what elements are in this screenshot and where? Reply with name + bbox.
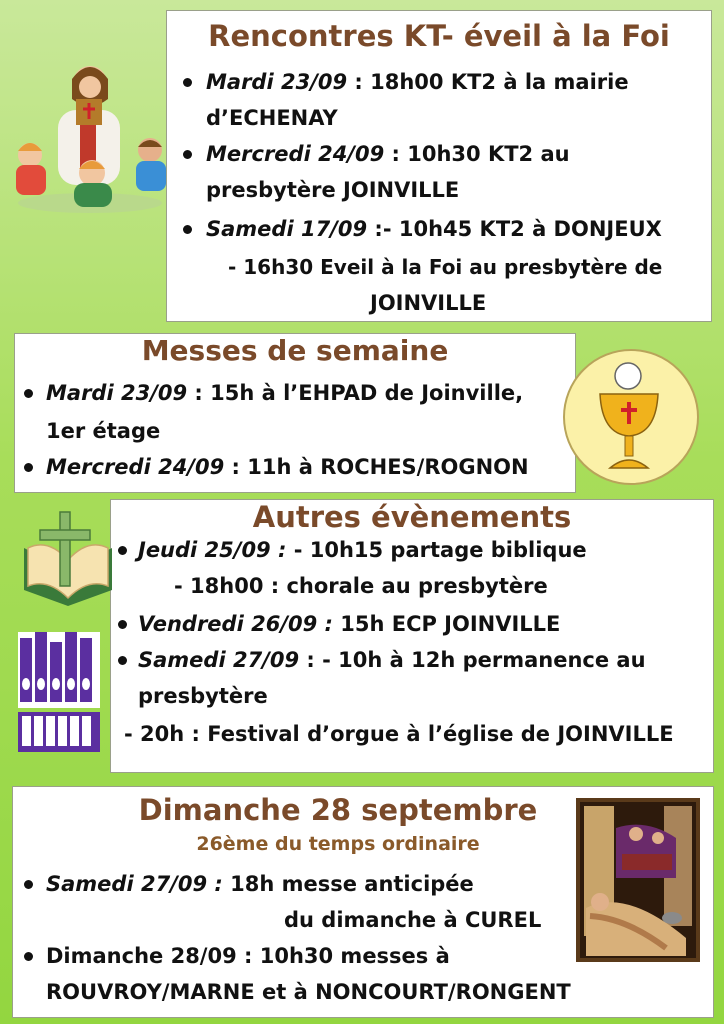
autres-bullet	[118, 620, 127, 629]
autres-item-1-sep	[286, 538, 293, 562]
religious-painting	[576, 798, 700, 962]
autres-item-3-text: - 10h à 12h permanence au	[322, 648, 646, 672]
messes-item-2	[46, 450, 529, 484]
kt-bullet	[183, 150, 192, 159]
kt-item-1-text: 18h00 KT2 à la mairie	[370, 70, 629, 94]
dimanche-item-1-cont: du dimanche à CUREL	[284, 908, 542, 932]
kt-bullet	[183, 78, 192, 87]
kt-item-1-day: Mardi 23/09	[206, 70, 348, 94]
dimanche-subtitle: 26ème du temps ordinaire	[196, 833, 480, 855]
autres-item-1-cont: - 18h00 : chorale au presbytère	[174, 574, 548, 598]
kt-title: Rencontres KT- éveil à la Foi	[208, 19, 670, 53]
kt-item-3-cont2: JOINVILLE	[370, 291, 487, 315]
kt-item-2-sep: :	[384, 142, 408, 166]
autres-item-1-day: Jeudi 25/09 :	[138, 538, 287, 562]
messes-item-2-text: 11h à ROCHES/ROGNON	[247, 455, 529, 479]
autres-item-2-text: 15h ECP JOINVILLE	[340, 612, 561, 636]
messes-title: Messes de semaine	[141, 334, 449, 367]
bible-cross-icon	[20, 508, 116, 608]
autres-item-3-cont: presbytère	[138, 684, 268, 708]
kt-item-1-sep: :	[347, 70, 371, 94]
autres-item-1-text: - 10h15 partage biblique	[293, 538, 587, 562]
messes-item-1-sep: :	[187, 381, 211, 405]
kt-item-1	[206, 65, 629, 99]
kt-item-3-sep: :	[367, 217, 383, 241]
dimanche-item-1-day: Samedi 27/09 :	[46, 872, 223, 896]
kt-item-2-day: Mercredi 24/09	[206, 142, 385, 166]
organ-icon	[18, 632, 100, 752]
dimanche-item-2-cont: ROUVROY/MARNE et à NONCOURT/RONGENT	[46, 980, 571, 1004]
dimanche-item-1	[46, 867, 474, 901]
autres-title: Autres évènements	[252, 500, 572, 534]
autres-item-3	[138, 643, 646, 677]
dimanche-item-1-sep	[223, 872, 230, 896]
kt-item-3	[206, 212, 662, 246]
kt-item-3-text: - 10h45 KT2 à DONJEUX	[382, 217, 662, 241]
jesus-children-illustration	[10, 55, 170, 215]
messes-item-1-day: Mardi 23/09	[46, 381, 188, 405]
autres-item-3-cont2: - 20h : Festival d’orgue à l’église de JOINVILLE	[124, 722, 674, 746]
autres-item-2-day: Vendredi 26/09 :	[138, 612, 333, 636]
messes-item-1-text: 15h à l’EHPAD de Joinville,	[210, 381, 524, 405]
messes-bullet	[24, 389, 33, 398]
dimanche-bullet	[24, 880, 33, 889]
kt-item-3-cont: - 16h30 Eveil à la Foi au presbytère de	[228, 255, 663, 279]
dimanche-item-2: Dimanche 28/09 : 10h30 messes à	[46, 944, 450, 968]
messes-bullet	[24, 463, 33, 472]
dimanche-title: Dimanche 28 septembre	[138, 793, 538, 827]
messes-item-2-day: Mercredi 24/09	[46, 455, 225, 479]
autres-item-2	[138, 607, 560, 641]
messes-item-2-sep: :	[224, 455, 248, 479]
autres-item-1	[138, 533, 587, 567]
kt-item-1-cont: d’ECHENAY	[206, 106, 338, 130]
dimanche-item-1-text: 18h messe anticipée	[230, 872, 474, 896]
kt-item-2-cont: presbytère JOINVILLE	[206, 178, 460, 202]
autres-bullet	[118, 546, 127, 555]
autres-item-3-sep: :	[299, 648, 323, 672]
autres-bullet	[118, 656, 127, 665]
kt-item-3-day: Samedi 17/09	[206, 217, 368, 241]
kt-item-2-text: 10h30 KT2 au	[407, 142, 570, 166]
messes-item-1-cont: 1er étage	[46, 419, 161, 443]
dimanche-bullet	[24, 952, 33, 961]
kt-item-2	[206, 137, 570, 171]
autres-item-3-day: Samedi 27/09	[138, 648, 300, 672]
messes-item-1	[46, 376, 523, 410]
chalice-icon	[562, 348, 700, 486]
kt-bullet	[183, 225, 192, 234]
